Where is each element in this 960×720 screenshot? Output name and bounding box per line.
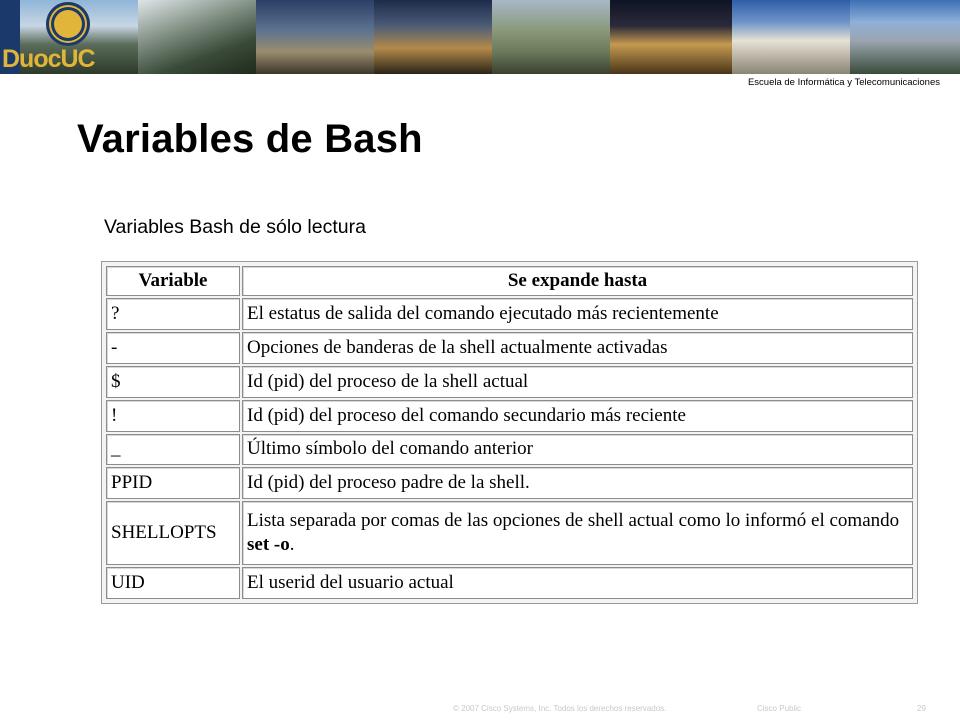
table-row bbox=[106, 567, 913, 599]
university-seal-icon bbox=[46, 2, 90, 46]
campus-photo bbox=[732, 0, 850, 74]
footer-page-number: 29 bbox=[917, 704, 926, 713]
table-row bbox=[106, 501, 913, 565]
variable-cell: _ bbox=[106, 434, 240, 466]
header-variable: Variable bbox=[106, 266, 240, 296]
variable-cell: ? bbox=[106, 298, 240, 330]
expansion-cell: Id (pid) del proceso padre de la shell. bbox=[242, 467, 913, 499]
expansion-cell: El estatus de salida del comando ejecutado más recientemente bbox=[242, 298, 913, 330]
header-expansion: Se expande hasta bbox=[242, 266, 913, 296]
expansion-cell: Último símbolo del comando anterior bbox=[242, 434, 913, 466]
variable-cell: PPID bbox=[106, 467, 240, 499]
duoc-uc-logo bbox=[0, 0, 95, 74]
header-banner bbox=[0, 0, 960, 74]
command-text: set -o bbox=[247, 534, 290, 556]
campus-photo bbox=[492, 0, 610, 74]
variables-table bbox=[101, 261, 918, 604]
expansion-cell: El userid del usuario actual bbox=[242, 567, 913, 599]
expansion-cell bbox=[242, 501, 913, 565]
variable-cell: ! bbox=[106, 400, 240, 432]
campus-photo bbox=[610, 0, 732, 74]
table-row bbox=[106, 467, 913, 499]
campus-photo bbox=[374, 0, 492, 74]
variable-cell: $ bbox=[106, 366, 240, 398]
footer-copyright: © 2007 Cisco Systems, Inc. Todos los derechos reservados. bbox=[453, 704, 667, 713]
table-row bbox=[106, 298, 913, 330]
expansion-cell: Id (pid) del proceso del comando secundario más reciente bbox=[242, 400, 913, 432]
slide-subtitle: Variables Bash de sólo lectura bbox=[104, 216, 366, 238]
variable-cell: UID bbox=[106, 567, 240, 599]
expansion-suffix: . bbox=[289, 534, 295, 556]
school-name: Escuela de Informática y Telecomunicaciones bbox=[747, 77, 940, 88]
table-row bbox=[106, 366, 913, 398]
table-row bbox=[106, 332, 913, 364]
expansion-text: Lista separada por comas de las opciones de shell actual como lo informó el comando bbox=[247, 510, 900, 532]
campus-photo bbox=[256, 0, 374, 74]
slide-title: Variables de Bash bbox=[77, 117, 423, 161]
footer-classification: Cisco Public bbox=[757, 704, 802, 713]
expansion-cell: Opciones de banderas de la shell actualmente activadas bbox=[242, 332, 913, 364]
campus-photo bbox=[850, 0, 960, 74]
campus-photo bbox=[138, 0, 256, 74]
expansion-cell: Id (pid) del proceso de la shell actual bbox=[242, 366, 913, 398]
variable-cell: - bbox=[106, 332, 240, 364]
table-header-row bbox=[106, 266, 913, 296]
table-row bbox=[106, 400, 913, 432]
variable-cell: SHELLOPTS bbox=[106, 501, 240, 565]
table-row bbox=[106, 434, 913, 466]
logo-wordmark: DuocUC bbox=[2, 45, 95, 73]
